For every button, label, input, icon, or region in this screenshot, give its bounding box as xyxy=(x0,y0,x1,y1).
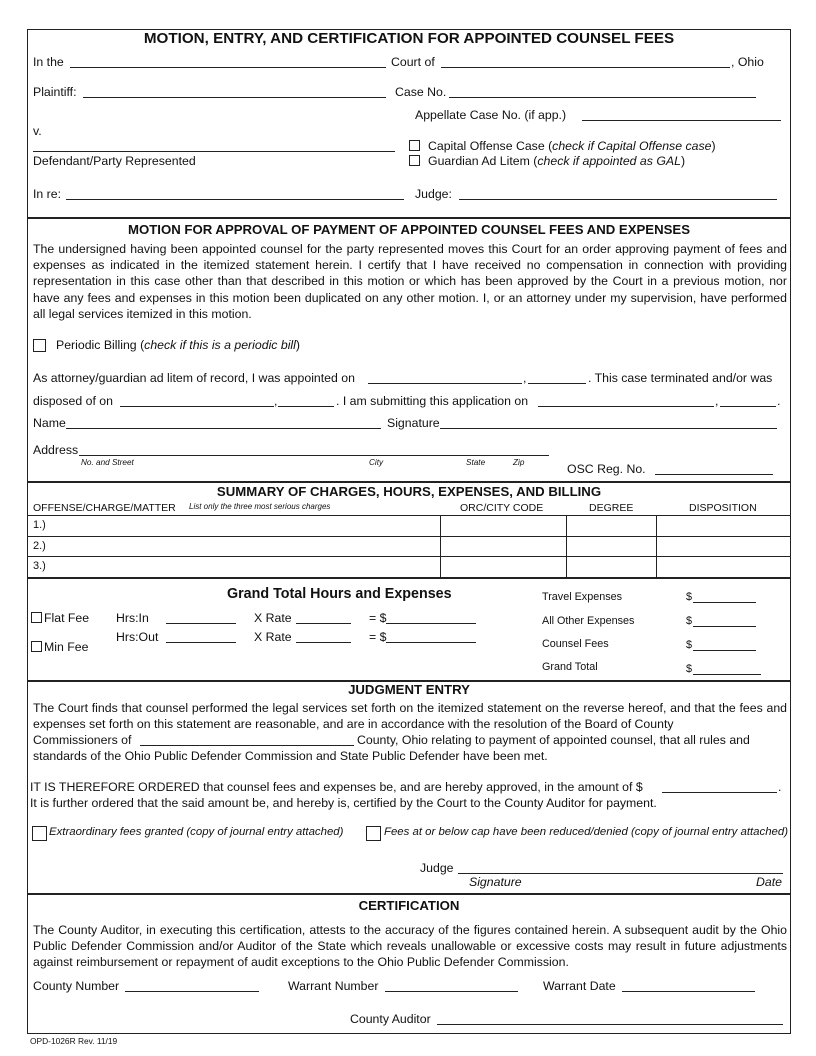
certification-heading: CERTIFICATION xyxy=(358,898,460,913)
appellate-case-field[interactable] xyxy=(582,120,781,121)
county-name-field[interactable] xyxy=(140,745,354,746)
motion-heading: MOTION FOR APPROVAL OF PAYMENT OF APPOINTED COUNSEL FEES AND EXPENSES xyxy=(128,222,690,237)
hrs-out-label: Hrs:Out xyxy=(116,630,159,644)
table-rule xyxy=(27,556,791,557)
plaintiff-field[interactable] xyxy=(83,97,386,98)
form-number: OPD-1026R Rev. 11/19 xyxy=(30,1036,118,1046)
submitting-year-field[interactable] xyxy=(720,406,776,407)
osc-reg-label: OSC Reg. No. xyxy=(567,462,646,476)
signature-field[interactable] xyxy=(440,428,777,429)
gal-checkbox[interactable] xyxy=(409,155,420,166)
submitting-label: . I am submitting this application on xyxy=(336,394,529,408)
appointed-date-field[interactable] xyxy=(368,383,522,384)
zip-caption: Zip xyxy=(513,458,525,467)
table-row[interactable]: 3.) xyxy=(33,560,46,572)
plaintiff-label: Plaintiff: xyxy=(33,85,77,99)
name-label: Name xyxy=(33,416,66,430)
rate-in-field[interactable] xyxy=(296,623,351,624)
terminated-label: . This case terminated and/or was xyxy=(588,371,773,385)
state-caption: State xyxy=(466,458,486,467)
judge-signature-label: Judge xyxy=(420,861,454,875)
totals-heading: Grand Total Hours and Expenses xyxy=(227,586,452,602)
col-degree-header: DEGREE xyxy=(589,502,634,514)
judgment-heading: JUDGMENT ENTRY xyxy=(348,682,470,697)
flat-fee-label: Flat Fee xyxy=(44,611,90,625)
extraordinary-label: Extraordinary fees granted (copy of journal entry attached) xyxy=(49,826,344,838)
court-of-field[interactable] xyxy=(441,67,730,68)
section-divider xyxy=(27,481,791,483)
disposed-date-field[interactable] xyxy=(120,406,274,407)
table-col-rule xyxy=(566,515,567,577)
periodic-billing-checkbox[interactable] xyxy=(33,339,46,352)
signature-label: Signature xyxy=(387,416,440,430)
form-frame xyxy=(27,29,791,1034)
capital-offense-label: Capital Offense Case (check if Capital Offense case) xyxy=(428,139,716,153)
dollar-sign: $ xyxy=(686,615,693,627)
section-divider xyxy=(27,893,791,895)
other-expenses-field[interactable] xyxy=(693,626,756,627)
judge-label: Judge: xyxy=(415,187,452,201)
county-number-field[interactable] xyxy=(125,991,259,992)
counsel-fees-label: Counsel Fees xyxy=(542,638,609,650)
periodic-billing-label: Periodic Billing (check if this is a periodic bill) xyxy=(56,338,301,352)
period: . xyxy=(777,394,781,408)
defendant-field[interactable] xyxy=(33,151,395,152)
dollar-sign: $ xyxy=(686,591,693,603)
fees-cap-checkbox[interactable] xyxy=(366,826,381,841)
warrant-date-label: Warrant Date xyxy=(543,979,616,993)
comma: , xyxy=(523,371,527,385)
county-number-label: County Number xyxy=(33,979,120,993)
certification-paragraph: The County Auditor, in executing this certification, attests to the accuracy of the figures contained herein. A subsequent audit by the Ohio Public Defender Commission and/or Auditor of the State which reveals unallowable or excessive costs may result in future adjustments against reimbursement or repayment of audit exceptions to the Ohio Public Defender Commission. xyxy=(33,923,787,970)
form-title: MOTION, ENTRY, AND CERTIFICATION FOR APPOINTED COUNSEL FEES xyxy=(143,30,675,47)
versus-label: v. xyxy=(33,124,42,138)
standards-text: standards of the Ohio Public Defender Commission and State Public Defender have been met. xyxy=(33,749,548,763)
travel-label: Travel Expenses xyxy=(542,591,623,603)
hrs-in-label: Hrs:In xyxy=(116,611,149,625)
county-relating-text: County, Ohio relating to payment of appointed counsel, that all rules and xyxy=(357,733,750,747)
in-re-label: In re: xyxy=(33,187,62,201)
dollar-sign: $ xyxy=(686,663,693,675)
motion-paragraph: The undersigned having been appointed counsel for the party represented moves this Court for an order approving payment of fees and expenses as indicated in the itemized statement herein. I certify that I have received no compensation in connection with providing representation in this case other than that described in this motion or which has been approved by the Court in a previous motion, nor have any fees and expenses in this motion been duplicated on any other motion. I, or an attorney under my supervision, have performed all legal services itemized in this motion. xyxy=(33,242,787,321)
table-rule xyxy=(27,577,791,579)
x-rate-label: X Rate xyxy=(254,630,292,644)
signature-caption: Signature xyxy=(469,875,522,889)
col-disposition-header: DISPOSITION xyxy=(689,502,757,514)
county-auditor-field[interactable] xyxy=(437,1024,783,1025)
approved-amount-field[interactable] xyxy=(662,792,777,793)
col-code-header: ORC/CITY CODE xyxy=(460,502,544,514)
section-divider xyxy=(27,217,791,219)
col-offense-note: List only the three most serious charges xyxy=(189,502,331,511)
flat-fee-checkbox[interactable] xyxy=(31,612,42,623)
hrs-in-field[interactable] xyxy=(166,623,236,624)
grand-total-label: Grand Total xyxy=(542,661,598,673)
defendant-label: Defendant/Party Represented xyxy=(33,154,196,168)
equals-label: = $ xyxy=(369,630,387,644)
date-caption: Date xyxy=(756,875,782,889)
comma: , xyxy=(715,394,719,408)
in-the-label: In the xyxy=(33,55,64,69)
case-no-label: Case No. xyxy=(395,85,447,99)
address-label: Address xyxy=(33,443,79,457)
total-in-field[interactable] xyxy=(386,623,476,624)
dollar-sign: $ xyxy=(686,639,693,651)
judge-signature-field[interactable] xyxy=(458,873,783,874)
total-out-field[interactable] xyxy=(386,642,476,643)
extraordinary-checkbox[interactable] xyxy=(32,826,47,841)
certified-text: It is further ordered that the said amount be, and hereby is, certified by the Court to the County Auditor for payment. xyxy=(30,796,657,810)
warrant-date-field[interactable] xyxy=(622,991,755,992)
osc-reg-field[interactable] xyxy=(655,474,773,475)
warrant-number-field[interactable] xyxy=(385,991,518,992)
court-of-label: Court of xyxy=(391,55,435,69)
county-auditor-label: County Auditor xyxy=(350,1012,431,1026)
ohio-label: , Ohio xyxy=(731,55,764,69)
in-the-field[interactable] xyxy=(70,67,386,68)
table-col-rule xyxy=(656,515,657,577)
min-fee-label: Min Fee xyxy=(44,640,89,654)
counsel-fees-field[interactable] xyxy=(693,650,756,651)
grand-total-field[interactable] xyxy=(693,674,761,675)
judgment-paragraph-a: The Court finds that counsel performed the legal services set forth on the itemized statement on the reverse hereof, and that the fees and expenses set forth on this statement are reasonable, and are in accordance with the resolution of the Board of County xyxy=(33,701,787,732)
period: . xyxy=(778,780,782,794)
submitting-date-field[interactable] xyxy=(538,406,714,407)
rate-out-field[interactable] xyxy=(296,642,351,643)
warrant-number-label: Warrant Number xyxy=(288,979,379,993)
travel-field[interactable] xyxy=(693,602,756,603)
table-rule xyxy=(27,536,791,537)
city-caption: City xyxy=(369,458,384,467)
comma: , xyxy=(274,394,278,408)
fees-cap-label: Fees at or below cap have been reduced/denied (copy of journal entry attached) xyxy=(384,826,788,838)
ordered-text: IT IS THEREFORE ORDERED that counsel fees and expenses be, and are hereby approved, in the amount of $ xyxy=(30,780,643,794)
address-field[interactable] xyxy=(79,455,549,456)
commissioners-label: Commissioners of xyxy=(33,733,132,747)
disposed-year-field[interactable] xyxy=(278,406,334,407)
name-field[interactable] xyxy=(66,428,381,429)
capital-offense-checkbox[interactable] xyxy=(409,140,420,151)
in-re-field[interactable] xyxy=(66,199,404,200)
appellate-case-label: Appellate Case No. (if app.) xyxy=(415,108,567,122)
judge-field[interactable] xyxy=(459,199,777,200)
table-rule xyxy=(27,515,791,516)
disposed-on-label: disposed of on xyxy=(33,394,113,408)
other-expenses-label: All Other Expenses xyxy=(542,615,635,627)
gal-label: Guardian Ad Litem (check if appointed as GAL) xyxy=(428,154,686,168)
appointed-on-label: As attorney/guardian ad litem of record, I was appointed on xyxy=(33,371,355,385)
min-fee-checkbox[interactable] xyxy=(31,641,42,652)
equals-label: = $ xyxy=(369,611,387,625)
hrs-out-field[interactable] xyxy=(166,642,236,643)
no-street-caption: No. and Street xyxy=(81,458,134,467)
appointed-year-field[interactable] xyxy=(528,383,586,384)
col-offense-header: OFFENSE/CHARGE/MATTER xyxy=(33,502,176,514)
x-rate-label: X Rate xyxy=(254,611,292,625)
table-row[interactable]: 1.) xyxy=(33,519,46,531)
summary-heading: SUMMARY OF CHARGES, HOURS, EXPENSES, AND BILLING xyxy=(216,484,602,499)
table-col-rule xyxy=(440,515,441,577)
case-no-field[interactable] xyxy=(449,97,756,98)
table-row[interactable]: 2.) xyxy=(33,540,46,552)
